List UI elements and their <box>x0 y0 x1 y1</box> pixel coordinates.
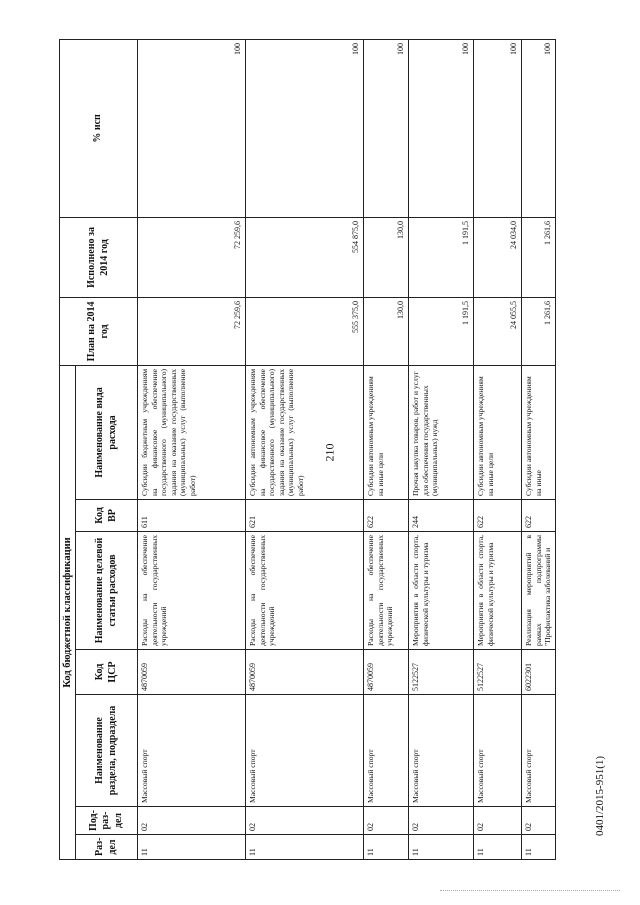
cell-kod-vr: 621 <box>246 500 364 532</box>
header-naim-celevoy: Наименование целевой статьи расходов <box>76 532 138 650</box>
cell-razdel: 11 <box>246 835 364 860</box>
cell-naim-vida: Субсидии автономным учреждениям на иные цели <box>474 365 522 499</box>
header-kod-csr: Код ЦСР <box>76 650 138 695</box>
cell-podrazdel: 02 <box>474 807 522 835</box>
cell-kod-vr: 622 <box>364 500 409 532</box>
cell-kod-csr: 4870059 <box>246 650 364 695</box>
cell-percent: 100 <box>409 39 474 217</box>
cell-percent: 100 <box>364 39 409 217</box>
cell-kod-vr: 622 <box>522 500 555 532</box>
cell-plan: 24 055,5 <box>474 297 522 365</box>
cell-percent: 100 <box>522 39 555 217</box>
header-naim-vida: Наименование вида расхода <box>76 365 138 499</box>
cell-naim-celevoy: Мероприятия в области спорта, физической культуры и туризма <box>474 532 522 650</box>
cell-naim-vida: Субсидии автономным учреждениям на финансовое обеспечение государственного (муниципального) задания на оказание государственных (муниципальных) услуг (выполнение работ) <box>246 365 364 499</box>
group-header: Код бюджетной классификации <box>60 365 76 859</box>
cell-razdel: 11 <box>364 835 409 860</box>
header-row-group <box>60 39 76 859</box>
cell-naim-razdela: Массовый спорт <box>364 695 409 807</box>
cell-ispolneno: 554 875,0 <box>246 217 364 297</box>
header-kod-vr: Код ВР <box>76 500 138 532</box>
cell-naim-celevoy: Расходы на обеспечение деятельности государственных учреждений <box>364 532 409 650</box>
cell-razdel: 11 <box>138 835 246 860</box>
cell-plan: 72 259,6 <box>138 297 246 365</box>
cell-ispolneno: 1 191,5 <box>409 217 474 297</box>
table-row <box>138 39 246 859</box>
cell-podrazdel: 02 <box>409 807 474 835</box>
cell-naim-vida: Субсидии бюджетным учреждениям на финансовое обеспечение государственного (муниципального) задания на оказание государственных (муниципальных) услуг (выполнение работ) <box>138 365 246 499</box>
cell-naim-razdela: Массовый спорт <box>246 695 364 807</box>
cell-kod-vr: 622 <box>474 500 522 532</box>
cell-naim-celevoy: Мероприятия в области спорта, физической культуры и туризма <box>409 532 474 650</box>
cell-naim-celevoy: Реализация мероприятий в рамках подпрограммы "Профилактика заболеваний и <box>522 532 555 650</box>
rotated-table-frame <box>59 40 553 860</box>
cell-naim-vida: Субсидии автономным учреждениям на иные <box>522 365 555 499</box>
cell-naim-celevoy: Расходы на обеспечение деятельности государственных учреждений <box>246 532 364 650</box>
header-ispolneno: Исполнено за 2014 год <box>60 217 138 297</box>
cell-ispolneno: 24 034,0 <box>474 217 522 297</box>
cell-kod-csr: 4870059 <box>138 650 246 695</box>
cell-ispolneno: 72 259,6 <box>138 217 246 297</box>
cell-plan: 130,0 <box>364 297 409 365</box>
header-podrazdel: Под-раз-дел <box>76 807 138 835</box>
header-razdel: Раз-дел <box>76 835 138 860</box>
cell-naim-celevoy: Расходы на обеспечение деятельности государственных учреждений <box>138 532 246 650</box>
cell-ispolneno: 130,0 <box>364 217 409 297</box>
table-row <box>364 39 409 859</box>
cell-ispolneno: 1 261,6 <box>522 217 555 297</box>
cell-kod-csr: 4870059 <box>364 650 409 695</box>
cell-percent: 100 <box>138 39 246 217</box>
page-number: 210 <box>322 443 337 462</box>
cell-razdel: 11 <box>474 835 522 860</box>
cell-kod-vr: 244 <box>409 500 474 532</box>
header-plan: План на 2014 год <box>60 297 138 365</box>
cell-podrazdel: 02 <box>138 807 246 835</box>
cell-naim-razdela: Массовый спорт <box>138 695 246 807</box>
cell-kod-csr: 5122527 <box>409 650 474 695</box>
header-naim-razdela: Наименование раздела, подраздела <box>76 695 138 807</box>
cell-plan: 1 261,6 <box>522 297 555 365</box>
document-id: 0401/2015-951(1) <box>594 755 606 837</box>
cell-kod-csr: 6022301 <box>522 650 555 695</box>
cell-kod-vr: 611 <box>138 500 246 532</box>
cell-podrazdel: 02 <box>522 807 555 835</box>
cell-naim-vida: Субсидии автономным учреждениям на иные цели <box>364 365 409 499</box>
budget-table <box>59 39 556 860</box>
cell-naim-razdela: Массовый спорт <box>522 695 555 807</box>
cell-naim-razdela: Массовый спорт <box>409 695 474 807</box>
table-row <box>409 39 474 859</box>
cell-percent: 100 <box>474 39 522 217</box>
cell-kod-csr: 5122527 <box>474 650 522 695</box>
header-percent: % исп <box>60 39 138 217</box>
table-row <box>246 39 364 859</box>
table-row <box>474 39 522 859</box>
scan-artifact <box>440 890 620 897</box>
cell-podrazdel: 02 <box>364 807 409 835</box>
cell-razdel: 11 <box>409 835 474 860</box>
budget-table-wrapper <box>59 40 553 860</box>
cell-naim-razdela: Массовый спорт <box>474 695 522 807</box>
cell-naim-vida: Прочая закупка товаров, работ и услуг для обеспечения государственных (муниципальных) нужд <box>409 365 474 499</box>
table-row <box>522 39 555 859</box>
cell-plan: 1 191,5 <box>409 297 474 365</box>
cell-percent: 100 <box>246 39 364 217</box>
cell-plan: 555 375,0 <box>246 297 364 365</box>
cell-razdel: 11 <box>522 835 555 860</box>
cell-podrazdel: 02 <box>246 807 364 835</box>
